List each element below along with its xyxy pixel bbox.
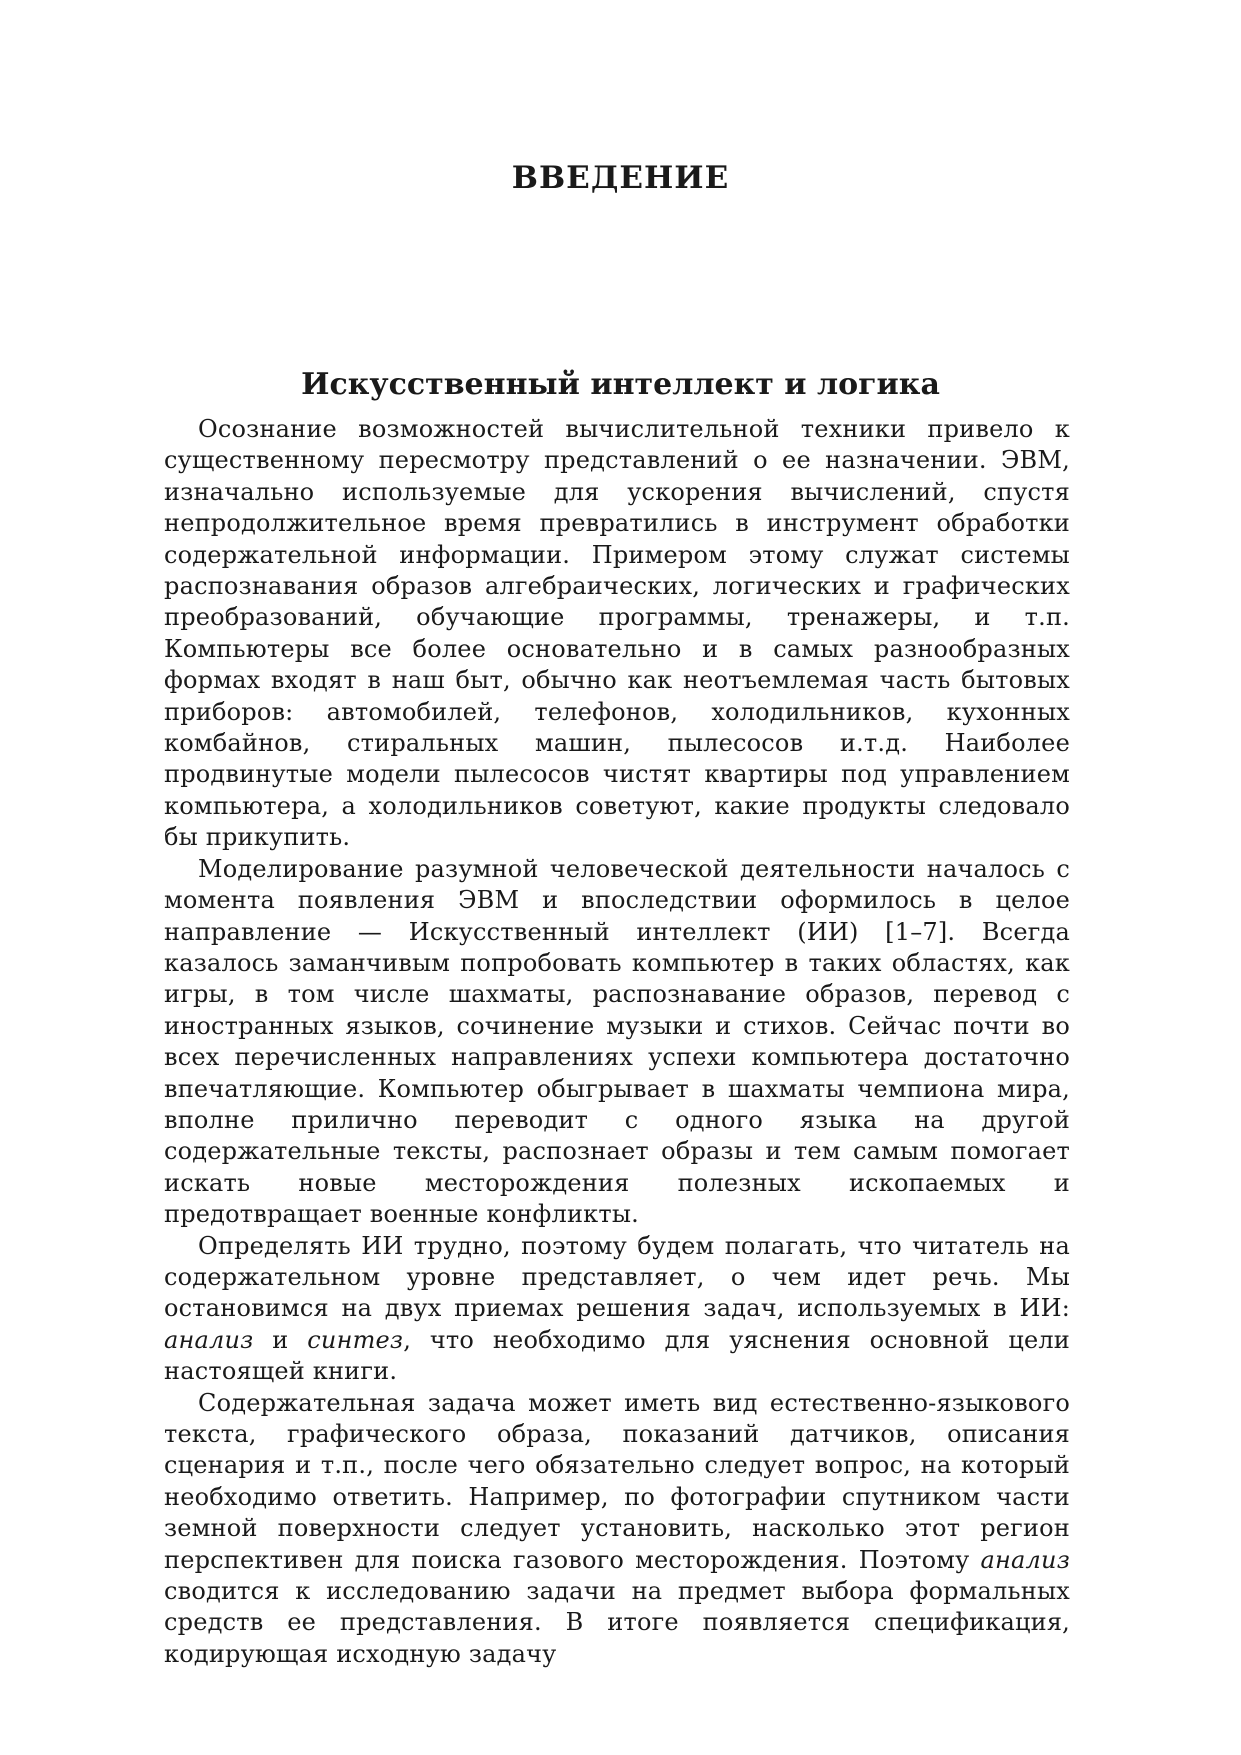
paragraph-1: Осознание возможностей вычислительной техники привело к существенному пересмотру представлений о ее назначении. ЭВМ, изначально используемые для ускорения вычислений, спустя непродолжительное время превратились в инструмент обработки содержательной информации. Примером этому служат системы распознавания образов алгебраических, логических и графических преобразований, обучающие программы, тренажеры, и т.п. Компьютеры все более основательно и в самых разнообразных формах входят в наш быт, обычно как неотъемлемая часть бытовых приборов: автомобилей, телефонов, холодильников, кухонных комбайнов, стиральных машин, пылесосов и.т.д. Наиболее продвинутые модели пылесосов чистят квартиры под управлением компьютера, а холодильников советуют, какие продукты следовало бы прикупить.: [164, 415, 1070, 852]
term-analysis-2: анализ: [980, 1545, 1070, 1574]
paragraph-3-text-a: Определять ИИ трудно, поэтому будем полагать, что читатель на содержательном уровне представляет, о чем идет речь. Мы остановимся на двух приемах решения задач, используемых в ИИ:: [164, 1231, 1070, 1323]
term-analysis: анализ: [164, 1325, 254, 1354]
paragraph-2: Моделирование разумной человеческой деятельности началось с момента появления ЭВМ и впоследствии оформилось в целое направление — Искусственный интеллект (ИИ) [1–7]. Всегда казалось заманчивым попробовать компьютер в таких областях, как игры, в том числе шахматы, распознавание образов, перевод с иностранных языков, сочинение музыки и стихов. Сейчас почти во всех перечисленных направлениях успехи компьютера достаточно впечатляющие. Компьютер обыгрывает в шахматы чемпиона мира, вполне прилично переводит с одного языка на другой содержательные тексты, распознает образы и тем самым помогает искать новые месторождения полезных ископаемых и предотвращает военные конфликты.: [164, 854, 1070, 1229]
term-synthesis: синтез: [307, 1325, 404, 1354]
section-title: Искусственный интеллект и логика: [301, 367, 940, 402]
paragraph-3-text-c: , что необходимо для уяснения основной цели настоящей книги.: [164, 1325, 1070, 1386]
chapter-title: ВВЕДЕНИЕ: [511, 160, 730, 196]
paragraph-4-text-b: сводится к исследованию задачи на предмет выбора формальных средств ее представления. В итоге появляется спецификация, кодирующая исходную задачу: [164, 1577, 1070, 1668]
paragraph-4: [164, 1388, 1070, 1671]
paragraph-3: [164, 1231, 1070, 1388]
paragraph-4-text-a: Содержательная задача может иметь вид естественно-языкового текста, графического образа, показаний датчиков, описания сценария и т.п., после чего обязательно следует вопрос, на который необходимо ответить. Например, по фотографии спутником части земной поверхности следует установить, насколько этот регион перспективен для поиска газового месторождения. Поэтому: [164, 1388, 1070, 1574]
paragraph-3-text-b: и: [253, 1325, 308, 1354]
body-text: [164, 414, 1070, 1670]
